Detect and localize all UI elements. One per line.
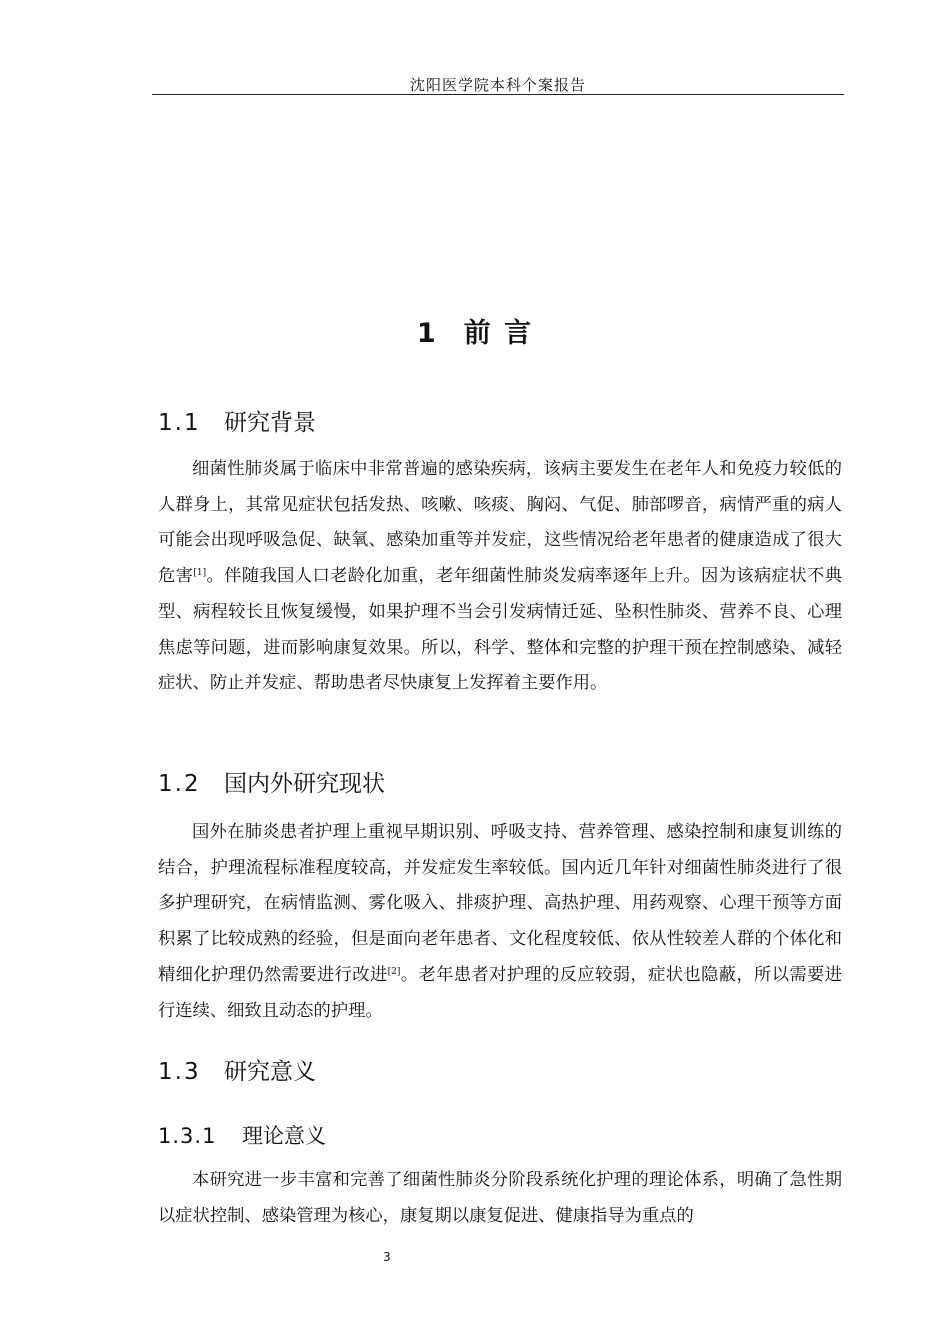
section-heading-1-3 bbox=[158, 1053, 316, 1086]
section-title: 研究意义 bbox=[224, 1059, 316, 1085]
paragraph-text: 细菌性肺炎属于临床中非常普遍的感染疾病，该病主要发生在老年人和免疫力较低的人群身上，其常见症状包括发热、咳嗽、咳痰、胸闷、气促、肺部啰音，病情严重的病人可能会出现呼吸急促、缺氧、感染加重等并发症，这些情况给老年患者的健康造成了很大危害 bbox=[158, 459, 842, 587]
section-heading-1-1 bbox=[158, 404, 316, 437]
subsection-title: 理论意义 bbox=[242, 1124, 326, 1148]
header-rule bbox=[152, 94, 844, 95]
paragraph-text: 。伴随我国人口老龄化加重，老年细菌性肺炎发病率逐年上升。因为该病症状不典型、病程较长且恢复缓慢，如果护理不当会引发病情迁延、坠积性肺炎、营养不良、心理焦虑等问题，进而影响康复效果。所以，科学、整体和完整的护理干预在控制感染、减轻症状、防止并发症、帮助患者尽快康复上发挥着主要作用。 bbox=[158, 566, 842, 694]
running-header: 沈阳医学院本科个案报告 bbox=[409, 76, 586, 94]
paragraph-theoretical-significance bbox=[158, 1163, 842, 1234]
chapter-number: 1 bbox=[416, 318, 438, 349]
paragraph-research-status bbox=[158, 815, 842, 1029]
paragraph-text: 本研究进一步丰富和完善了细菌性肺炎分阶段系统化护理的理论体系，明确了急性期以症状控制、感染管理为核心，康复期以康复促进、健康指导为重点的 bbox=[158, 1170, 842, 1226]
page-number: 3 bbox=[383, 1250, 391, 1264]
section-heading-1-2 bbox=[158, 765, 385, 798]
section-number: 1.2 bbox=[158, 771, 201, 797]
section-title: 研究背景 bbox=[224, 410, 316, 436]
paragraph-research-background bbox=[158, 452, 842, 702]
citation-ref: [1] bbox=[193, 568, 207, 579]
paragraph-text: 。老年患者对护理的反应较弱，症状也隐蔽，所以需要进行连续、细致且动态的护理。 bbox=[158, 964, 842, 1021]
chapter-title bbox=[0, 311, 950, 350]
paragraph-text: 国外在肺炎患者护理上重视早期识别、呼吸支持、营养管理、感染控制和康复训练的结合，护理流程标准程度较高，并发症发生率较低。国内近几年针对细菌性肺炎进行了很多护理研究，在病情监测、雾化吸入、排痰护理、高热护理、用药观察、心理干预等方面积累了比较成熟的经验，但是面向老年患者、文化程度较低、依从性较差人群的个体化和精细化护理仍然需要进行改进 bbox=[158, 822, 842, 985]
section-title: 国内外研究现状 bbox=[224, 771, 385, 797]
subsection-number: 1.3.1 bbox=[158, 1124, 217, 1148]
citation-ref: [2] bbox=[387, 966, 401, 977]
section-number: 1.3 bbox=[158, 1059, 201, 1085]
section-number: 1.1 bbox=[158, 410, 201, 436]
chapter-title-text: 前 言 bbox=[463, 318, 534, 349]
subsection-heading-1-3-1 bbox=[158, 1120, 326, 1150]
